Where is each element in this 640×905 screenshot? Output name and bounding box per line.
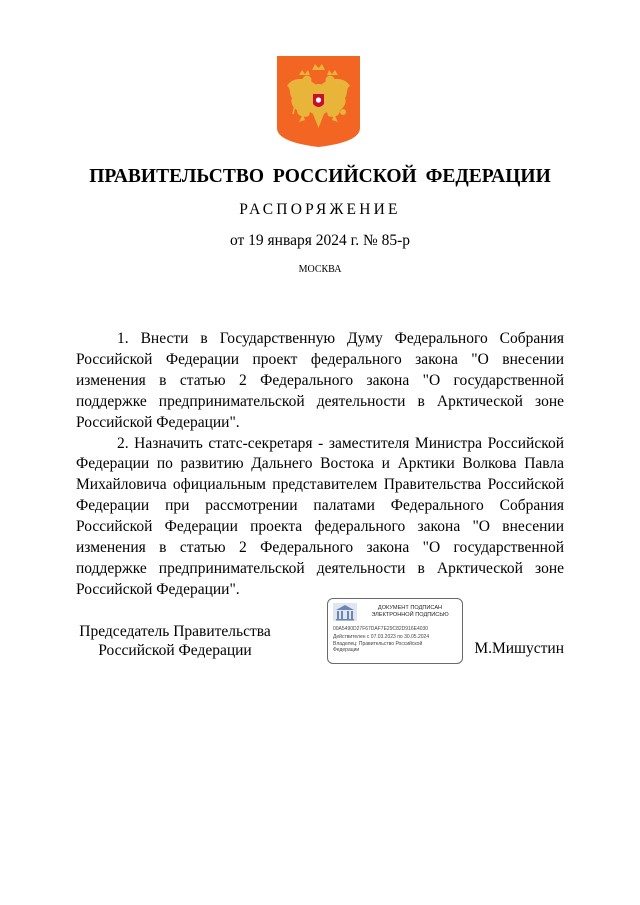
paragraph-2: 2. Назначить статс-секретаря - заместителя Министра Российской Федерации по развитию Дальнего Востока и Арктики Волкова Павла Михайловича официальным представителем Правительства Российской Федерации при рассмотрении палатами Федерального Собрания Российской Федерации проекта федерального закона "О внесении изменения в статью 2 Федерального закона "О государственной поддержке предпринимательской деятельности в Арктической зоне Российской Федерации". [76,434,564,598]
stamp-owner-line-2: Федерации [333,647,360,653]
stamp-serial: 00A5490D27F67DAF7E29C82D916E4030 [333,626,429,632]
stamp-title [360,605,460,619]
signatory-position-line-1: Председатель Правительства [79,623,271,640]
signatory-name: М.Мишустин [474,640,564,657]
signatory-position-line-2: Российской Федерации [98,642,252,659]
government-building-icon [332,603,358,621]
document-city: МОСКВА [298,264,342,275]
paragraph-1: 1. Внести в Государственную Думу Федерального Собрания Российской Федерации проект федерального закона "О внесении изменения в статью 2 Федерального закона "О государственной поддержке предпринимательской деятельности в Арктической зоне Российской Федерации". [76,330,564,431]
stamp-owner-line-1: Владелец: Правительство Российской [333,641,423,647]
electronic-signature-stamp [327,598,463,664]
organization-title: ПРАВИТЕЛЬСТВО РОССИЙСКОЙ ФЕДЕРАЦИИ [89,166,551,187]
document-type: РАСПОРЯЖЕНИЕ [239,201,401,218]
stamp-title-line-2: ЭЛЕКТРОННОЙ ПОДПИСЬЮ [371,612,449,618]
signatory-position [70,622,280,660]
stamp-title-line-1: ДОКУМЕНТ ПОДПИСАН [377,605,443,611]
document-body [76,329,564,601]
document-date-number: от 19 января 2024 г. № 85-р [229,232,411,249]
stamp-validity: Действителен с 07.03.2023 по 30.05.2024 [333,634,430,640]
russian-coat-of-arms-icon [277,56,360,147]
